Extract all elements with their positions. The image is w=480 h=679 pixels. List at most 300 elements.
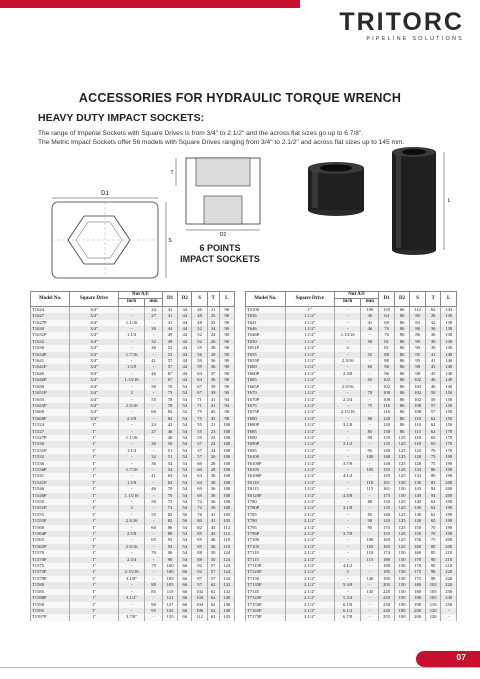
dim-d1-label: D1	[101, 191, 109, 197]
table-cell: T1546P	[31, 493, 70, 499]
table-cell: 44	[178, 358, 192, 364]
table-cell: 39	[207, 384, 219, 390]
table-cell: 165	[379, 544, 395, 550]
table-cell: 62	[425, 505, 441, 511]
table-cell: 39	[207, 505, 219, 511]
table-cell: 4.1/4	[334, 473, 361, 479]
table-cell: 190	[441, 512, 457, 518]
table-cell: 73	[162, 505, 177, 511]
figure-label	[150, 243, 290, 265]
table-cell: 180	[410, 582, 426, 588]
table-cell: 1"	[70, 531, 119, 537]
table-cell: 27	[145, 313, 163, 319]
table-cell: T690P	[246, 441, 286, 447]
table-row	[246, 306, 457, 313]
table-cell: 92	[162, 537, 177, 543]
table-cell: 102	[192, 589, 207, 595]
table-cell: 51	[162, 448, 177, 454]
table-cell: 105	[361, 467, 379, 473]
table-cell: 86	[394, 358, 410, 364]
table-cell: 2.1/2"	[285, 582, 334, 588]
table-cell: 175	[410, 569, 426, 575]
table-cell: 30	[145, 441, 163, 447]
table-cell: 2.1/2"	[285, 544, 334, 550]
table-cell: 82	[162, 512, 177, 518]
page-title: ACCESSORIES FOR HYDRAULIC TORQUE WRENCH	[78, 91, 402, 105]
table-cell: 125	[394, 467, 410, 473]
table-cell: 190	[441, 461, 457, 467]
table-cell: 2	[118, 505, 144, 511]
table-cell: T1585	[31, 589, 70, 595]
table-cell: 96	[162, 550, 177, 556]
table-cell: T7100	[246, 537, 286, 543]
table-cell: 6.7/8	[334, 614, 361, 620]
table-cell: 70	[162, 384, 177, 390]
table-cell: 140	[219, 602, 234, 608]
table-cell: 98	[410, 371, 426, 377]
table-cell: 63	[162, 473, 177, 479]
table-cell: 95	[361, 525, 379, 531]
table-cell: 54	[178, 403, 192, 409]
table-cell: T7130	[246, 576, 286, 582]
table-cell: 132	[219, 589, 234, 595]
table-cell: 97	[192, 576, 207, 582]
table-cell: 90	[425, 557, 441, 563]
table-cell: T6100	[246, 454, 286, 460]
table-cell: 28	[207, 467, 219, 473]
table-cell: 82	[162, 409, 177, 415]
table-cell: 143	[219, 614, 234, 620]
table-cell: 150	[394, 589, 410, 595]
table-cell: 86	[394, 313, 410, 319]
table-cell: 70	[162, 493, 177, 499]
table-cell: 200	[441, 486, 457, 492]
table-cell: 1.7/16	[118, 467, 144, 473]
table-cell: 2.1/2"	[285, 589, 334, 595]
table-cell: 90	[219, 313, 234, 319]
table-cell: 44	[178, 306, 192, 313]
table-cell: -	[145, 531, 163, 537]
table-cell: 1.1/2"	[285, 320, 334, 326]
table-cell: 90	[219, 371, 234, 377]
table-cell: 1"	[70, 525, 119, 531]
table-cell: 62	[425, 429, 441, 435]
table-cell: 133	[410, 467, 426, 473]
table-cell: 190	[394, 614, 410, 620]
table-cell: 52	[162, 345, 177, 351]
table-cell: 3/4"	[70, 306, 119, 313]
table-cell: 1.1/2"	[285, 313, 334, 319]
table-cell: 46	[162, 435, 177, 441]
table-cell: 175	[379, 493, 395, 499]
table-cell: 66	[178, 589, 192, 595]
table-cell: 56	[178, 512, 192, 518]
table-cell: T7175P	[246, 614, 286, 620]
table-cell: 86	[394, 384, 410, 390]
table-cell: 54	[178, 422, 192, 428]
table-cell: 44	[178, 339, 192, 345]
table-cell: -	[145, 467, 163, 473]
table-cell: 81	[379, 339, 395, 345]
table-cell: 62	[207, 595, 219, 601]
table-cell: 86	[410, 332, 426, 338]
table-cell: 135	[379, 505, 395, 511]
table-cell: 110	[410, 416, 426, 422]
table-cell: -	[118, 537, 144, 543]
table-cell: -	[145, 364, 163, 370]
table-cell: 54	[178, 384, 192, 390]
table-cell: 135	[162, 608, 177, 614]
table-cell: 69	[379, 320, 395, 326]
table-cell: 96	[379, 364, 395, 370]
socket-photos	[296, 140, 456, 268]
table-cell: T650	[246, 339, 286, 345]
table-cell: 36	[145, 345, 163, 351]
table-cell: 1.1/2"	[285, 371, 334, 377]
table-cell: T1527	[31, 429, 70, 435]
table-cell: 135	[379, 499, 395, 505]
table-cell: 140	[379, 448, 395, 454]
table-cell: 41	[425, 352, 441, 358]
table-cell: -	[118, 563, 144, 569]
table-cell: 57	[425, 409, 441, 415]
table-cell: 116	[379, 409, 395, 415]
table-cell: 44	[178, 364, 192, 370]
table-cell: T6100P	[246, 461, 286, 467]
table-cell: T1597P	[31, 614, 70, 620]
table-cell: 57	[192, 454, 207, 460]
table-cell: 2.9/16	[118, 544, 144, 550]
table-cell: 39	[425, 345, 441, 351]
table-cell: T665	[246, 377, 286, 383]
table-cell: T1579P	[31, 576, 70, 582]
table-cell: 54	[178, 454, 192, 460]
table-cell: 130	[441, 339, 457, 345]
table-cell: 92	[192, 569, 207, 575]
table-cell: 67	[162, 371, 177, 377]
table-cell: 4.1/2	[334, 563, 361, 569]
table-cell: 140	[441, 377, 457, 383]
table-cell: 98	[425, 569, 441, 575]
table-cell: 1"	[70, 454, 119, 460]
table-cell: 1.1/2"	[285, 441, 334, 447]
table-cell: 90	[219, 384, 234, 390]
table-cell: 174	[379, 550, 395, 556]
table-cell: 1.1/2"	[285, 409, 334, 415]
table-cell: 2.3/4	[334, 397, 361, 403]
table-cell: 86	[394, 352, 410, 358]
table-cell: 1.1/2"	[285, 454, 334, 460]
table-cell: 90	[219, 358, 234, 364]
table-cell: T1631P	[31, 332, 70, 338]
table-cell: T7165P	[246, 608, 286, 614]
table-cell: 105	[425, 589, 441, 595]
table-cell: 190	[441, 467, 457, 473]
table-cell: 145	[379, 518, 395, 524]
table-cell: 64	[192, 371, 207, 377]
table-cell: 86	[394, 390, 410, 396]
table-cell: 1.1/2"	[285, 384, 334, 390]
dim-l-label: L	[447, 198, 451, 204]
table-cell: T7115P	[246, 563, 286, 569]
table-cell: 102	[410, 390, 426, 396]
table-cell: 82	[162, 518, 177, 524]
table-cell: -	[118, 306, 144, 313]
table-cell: 25	[207, 320, 219, 326]
col-square-drive: Square Drive	[285, 292, 334, 307]
table-cell: 240	[379, 608, 395, 614]
table-cell: 110	[425, 602, 441, 608]
table-cell: 44	[178, 320, 192, 326]
table-cell: T7115	[246, 557, 286, 563]
table-cell: 70	[425, 525, 441, 531]
table-cell: 2	[118, 390, 144, 396]
table-cell: 81	[379, 345, 395, 351]
table-cell: 44	[178, 332, 192, 338]
table-cell: 100	[219, 435, 234, 441]
table-cell: -	[118, 602, 144, 608]
table-cell: 56	[178, 518, 192, 524]
table-cell: 80	[425, 473, 441, 479]
table-cell: 49	[162, 332, 177, 338]
table-cell: 2.1/2"	[285, 499, 334, 505]
table-cell: -	[118, 371, 144, 377]
table-cell: 3/4"	[70, 332, 119, 338]
table-cell: 23	[207, 429, 219, 435]
table-cell: 90	[425, 563, 441, 569]
table-cell: -	[334, 537, 361, 543]
dim-t-label: T	[170, 170, 174, 176]
table-cell: T1541	[31, 473, 70, 479]
table-cell: T796P	[246, 531, 286, 537]
table-cell: T680	[246, 416, 286, 422]
table-cell: 155	[379, 473, 395, 479]
spec-table-left-body	[31, 306, 235, 620]
table-cell: 90	[361, 435, 379, 441]
table-cell: 24	[207, 441, 219, 447]
table-cell: 1.1/2"	[285, 480, 334, 486]
table-cell: 120	[425, 608, 441, 614]
table-cell: -	[145, 448, 163, 454]
table-cell: 70	[145, 550, 163, 556]
table-cell: 90	[219, 332, 234, 338]
table-cell: 41	[162, 320, 177, 326]
header-swoosh	[0, 0, 300, 8]
table-cell: 94	[219, 397, 234, 403]
table-cell: -	[361, 614, 379, 620]
table-cell: 195	[379, 576, 395, 582]
table-cell: 28	[207, 345, 219, 351]
table-cell: -	[361, 595, 379, 601]
table-cell: 1.1/2"	[285, 397, 334, 403]
spec-table-left	[30, 291, 235, 621]
table-cell: 30	[207, 480, 219, 486]
table-cell: 140	[219, 608, 234, 614]
table-cell: 86	[394, 320, 410, 326]
short-socket-photo	[308, 162, 364, 216]
table-cell: T1565	[31, 537, 70, 543]
table-cell: 76	[379, 326, 395, 332]
table-cell: -	[361, 473, 379, 479]
table-cell: 1.13/16	[334, 332, 361, 338]
table-cell: 150	[394, 557, 410, 563]
table-cell: 180	[394, 608, 410, 614]
table-cell: T655	[246, 352, 286, 358]
col-model: Model No.	[31, 292, 70, 307]
table-cell: -	[361, 371, 379, 377]
table-cell: 108	[379, 397, 395, 403]
table-cell: 108	[410, 403, 426, 409]
table-cell: 1.1/2"	[285, 435, 334, 441]
table-cell: 30	[145, 326, 163, 332]
table-cell: 46	[207, 537, 219, 543]
table-cell: 1"	[70, 614, 119, 620]
table-cell: 24	[207, 332, 219, 338]
table-cell: 180	[410, 589, 426, 595]
table-cell: T1546	[31, 486, 70, 492]
table-cell: 1"	[70, 493, 119, 499]
table-cell: T1651P	[31, 390, 70, 396]
table-cell: 88	[379, 352, 395, 358]
table-cell: 170	[441, 448, 457, 454]
table-cell: 50	[162, 441, 177, 447]
table-cell: -	[334, 544, 361, 550]
table-cell: 72	[192, 505, 207, 511]
table-cell: T641	[246, 320, 286, 326]
table-cell: 2.15/16	[118, 569, 144, 575]
table-cell: T1555	[31, 512, 70, 518]
col-model: Model No.	[246, 292, 286, 307]
table-cell: 150	[394, 563, 410, 569]
table-cell: 130	[361, 576, 379, 582]
table-cell: 2.3/16	[118, 403, 144, 409]
table-cell: T1541P	[31, 480, 70, 486]
figure-label-line1: 6 POINTS	[199, 243, 241, 253]
table-cell: 1.1/2"	[285, 352, 334, 358]
table-cell: 60	[192, 461, 207, 467]
figure-label-line2: IMPACT SOCKETS	[180, 254, 260, 264]
table-cell: 3.1/2	[334, 441, 361, 447]
col-inch: inch	[118, 299, 144, 306]
table-cell: 80	[425, 544, 441, 550]
table-cell: 90	[219, 364, 234, 370]
table-cell: 52	[162, 352, 177, 358]
table-cell: 1.1/4	[118, 448, 144, 454]
table-cell: 1"	[70, 576, 119, 582]
table-cell: T660	[246, 364, 286, 370]
table-cell: T5100	[246, 306, 286, 313]
table-cell: -	[145, 557, 163, 563]
table-cell: 46	[192, 306, 207, 313]
table-cell: 48	[192, 320, 207, 326]
table-cell: -	[118, 461, 144, 467]
table-cell: T795	[246, 525, 286, 531]
table-cell: -	[361, 358, 379, 364]
table-cell: 1.1/2"	[285, 448, 334, 454]
table-cell: 90	[219, 352, 234, 358]
table-cell: 71	[192, 397, 207, 403]
table-cell: 54	[178, 531, 192, 537]
table-cell: 92	[162, 544, 177, 550]
table-cell: 88	[192, 557, 207, 563]
table-cell: 180	[379, 563, 395, 569]
table-cell: 124	[219, 550, 234, 556]
table-row	[31, 306, 235, 313]
table-cell: T1575P	[31, 569, 70, 575]
table-cell: 96	[379, 371, 395, 377]
table-cell: 130	[441, 345, 457, 351]
table-cell: -	[334, 416, 361, 422]
table-cell: 136	[410, 480, 426, 486]
table-cell: 92	[192, 563, 207, 569]
table-cell: 56	[192, 352, 207, 358]
table-cell: T651P	[246, 345, 286, 351]
table-cell: 100	[219, 505, 234, 511]
table-cell: 24	[207, 326, 219, 332]
table-cell: 1"	[70, 467, 119, 473]
table-cell: 85	[192, 531, 207, 537]
table-cell: 1"	[70, 480, 119, 486]
table-cell: T665P	[246, 384, 286, 390]
table-cell: 48	[192, 313, 207, 319]
table-cell: 3.1/8"	[118, 576, 144, 582]
table-cell: T670	[246, 390, 286, 396]
table-cell: 100	[162, 569, 177, 575]
table-cell: 62	[207, 589, 219, 595]
table-cell: 55	[192, 345, 207, 351]
table-cell: -	[145, 332, 163, 338]
table-cell: -	[361, 563, 379, 569]
table-cell: 6.1/8	[334, 602, 361, 608]
table-cell: T646	[246, 326, 286, 332]
table-cell: 220	[441, 582, 457, 588]
table-cell: 3.1/8	[334, 422, 361, 428]
table-cell: 36	[425, 332, 441, 338]
table-cell: 125	[394, 518, 410, 524]
table-cell: T6110	[246, 480, 286, 486]
table-cell: 102	[410, 384, 426, 390]
table-cell: 90	[361, 518, 379, 524]
table-cell: 36	[207, 377, 219, 383]
table-cell: -	[118, 397, 144, 403]
table-cell: 220	[441, 576, 457, 582]
table-cell: -	[361, 531, 379, 537]
table-cell: T695	[246, 448, 286, 454]
table-cell: 3/4"	[70, 416, 119, 422]
table-cell: 50	[425, 397, 441, 403]
table-cell: 54	[178, 544, 192, 550]
table-cell: 85	[145, 589, 163, 595]
table-cell: 64	[192, 480, 207, 486]
table-cell: 62	[425, 422, 441, 428]
table-cell: 54	[178, 537, 192, 543]
table-cell: 125	[394, 473, 410, 479]
table-cell: T780	[246, 499, 286, 505]
table-cell: 97	[192, 582, 207, 588]
table-cell: 210	[441, 550, 457, 556]
table-cell: 1"	[70, 544, 119, 550]
table-cell: -	[334, 448, 361, 454]
table-cell: 86	[394, 326, 410, 332]
table-cell: 3/4"	[70, 377, 119, 383]
table-cell: 106	[192, 608, 207, 614]
table-cell: 52	[178, 409, 192, 415]
table-cell: 102	[425, 582, 441, 588]
table-cell: 82	[192, 525, 207, 531]
table-cell: 2.3/8	[334, 371, 361, 377]
table-cell: T1565P	[31, 544, 70, 550]
col-square-drive: Square Drive	[70, 292, 119, 307]
